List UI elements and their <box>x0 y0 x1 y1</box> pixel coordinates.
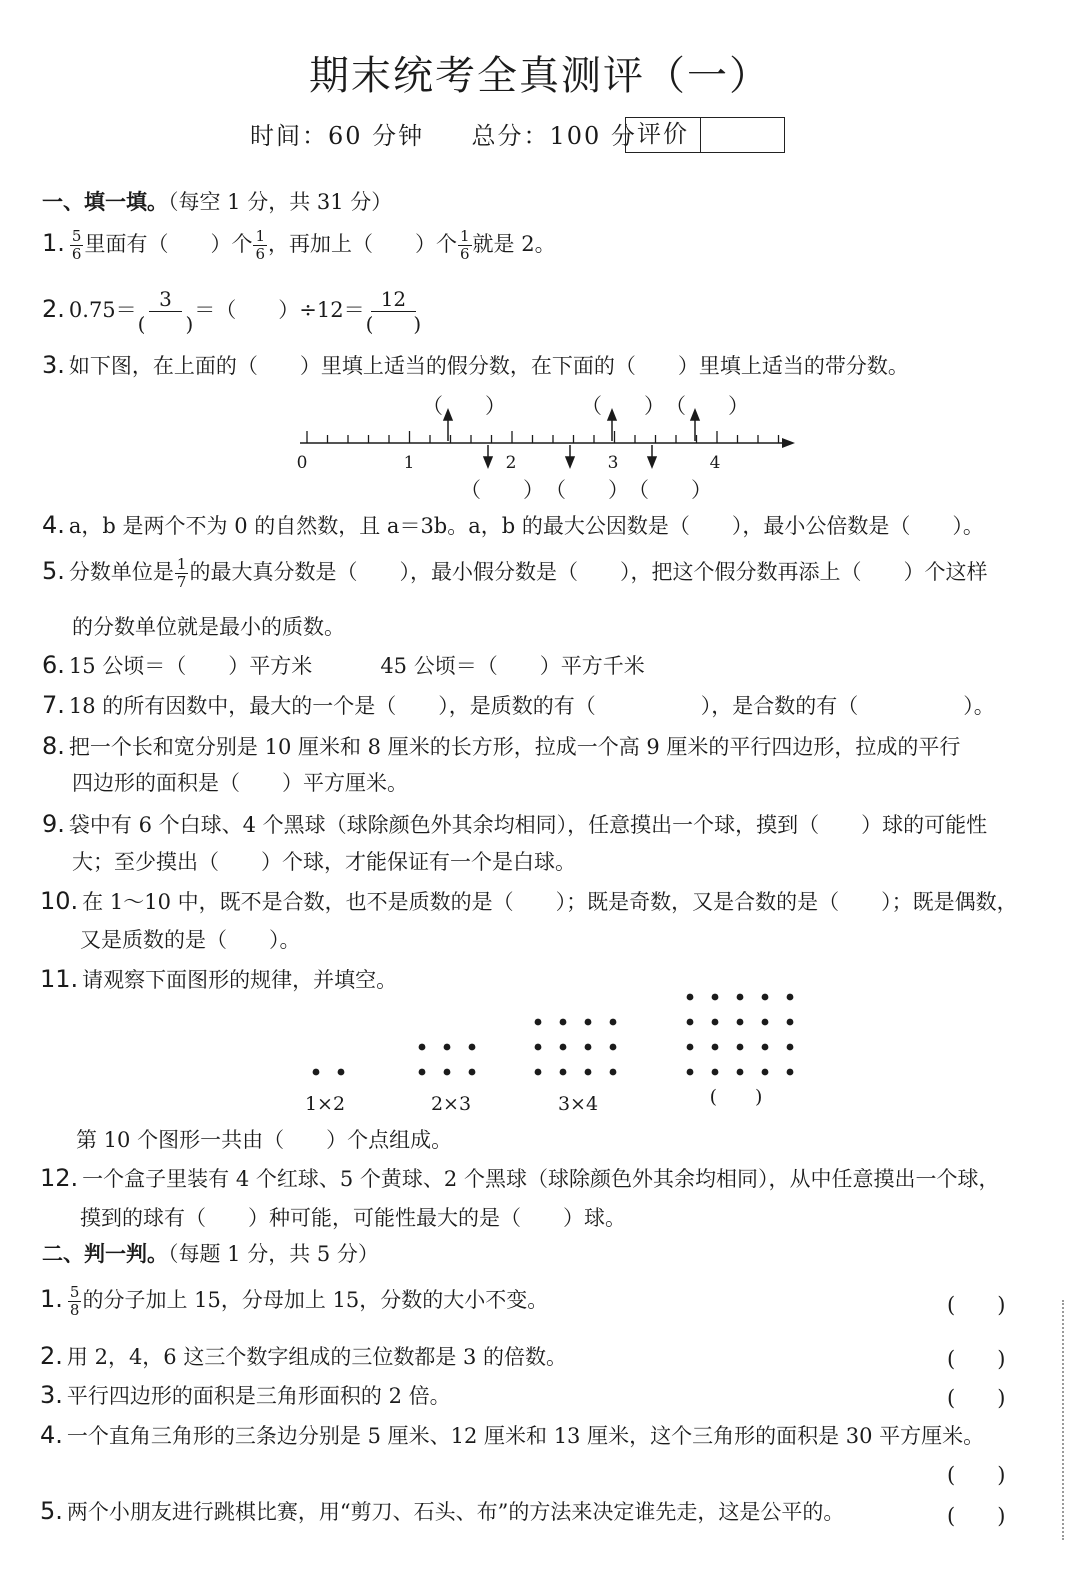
question-12-cont: 摸到的球有（ ）种可能，可能性最大的是（ ）球。 <box>80 1206 626 1230</box>
question-8: 8. 把一个长和宽分别是 10 厘米和 8 厘米的长方形，拉成一个高 9 厘米的平行四边形，拉成的平行 <box>42 732 961 760</box>
judge-answer-4[interactable]: ( ) <box>947 1463 1006 1487</box>
pattern-2-dot <box>469 1044 476 1051</box>
judge-2: 2. 用 2，4，6 这三个数字组成的三位数都是 3 的倍数。 <box>40 1342 568 1370</box>
question-11: 11. 请观察下面图形的规律，并填空。 <box>40 965 398 993</box>
upper-blank-2[interactable]: （ ） <box>581 394 665 418</box>
judge-answer-2[interactable]: ( ) <box>947 1347 1006 1371</box>
question-1: 1. $\frac{5}{6}$ 里面有（ ）个 $\frac{1}{6}$ ，再加上（ ）个 $\frac{1}{6}$ 就是 2。 <box>42 227 556 263</box>
lower-blank-2[interactable]: （ ） <box>545 478 629 502</box>
pattern-4-dot <box>737 994 744 1001</box>
pattern-4-dot <box>787 1044 794 1051</box>
pattern-2-dot <box>469 1069 476 1076</box>
question-8-cont: 四边形的面积是（ ）平方厘米。 <box>72 771 408 795</box>
pattern-3-dot <box>610 1069 617 1076</box>
judge-3: 3. 平行四边形的面积是三角形面积的 2 倍。 <box>40 1381 451 1409</box>
pattern-4-dot <box>762 1069 769 1076</box>
pattern-4-dot <box>787 994 794 1001</box>
pattern-4-dot <box>687 1044 694 1051</box>
question-4: 4. a，b 是两个不为 0 的自然数，且 a＝3b。a，b 的最大公因数是（ ），最小公倍数是（ ）。 <box>42 511 984 539</box>
pattern-label-3: 3×4 <box>557 1093 599 1115</box>
pattern-4-dot <box>712 1019 719 1026</box>
fraction-1-6-b: $\frac{1}{6}$ <box>460 227 470 263</box>
fraction-5-8: $\frac{5}{8}$ <box>69 1283 80 1319</box>
fraction-5-6: $\frac{5}{6}$ <box>71 227 82 263</box>
pattern-3-dot <box>535 1069 542 1076</box>
pattern-1-dot <box>338 1069 345 1076</box>
pattern-3-dot <box>585 1019 592 1026</box>
total-score: 总分：100 分 <box>471 122 637 150</box>
pattern-3-dot <box>560 1019 567 1026</box>
judge-5: 5. 两个小朋友进行跳棋比赛，用“剪刀、石头、布”的方法来决定谁先走，这是公平的。 <box>40 1497 845 1525</box>
judge-4: 4. 一个直角三角形的三条边分别是 5 厘米、12 厘米和 13 厘米，这个三角形的面积是 30 平方厘米。 <box>40 1421 985 1449</box>
down-arrow-3-head <box>648 457 656 467</box>
question-11-cont: 第 10 个图形一共由（ ）个点组成。 <box>76 1128 453 1152</box>
pattern-4-dot <box>787 1019 794 1026</box>
down-arrow-2-head <box>566 457 574 467</box>
upper-blank-1[interactable]: （ ） <box>422 394 506 418</box>
pattern-label-2: 2×3 <box>430 1093 472 1115</box>
question-7: 7. 18 的所有因数中，最大的一个是（ ），是质数的有（ ），是合数的有（ ）。 <box>42 691 995 719</box>
question-9-cont: 大；至少摸出（ ）个球，才能保证有一个是白球。 <box>72 850 576 874</box>
question-3: 3. 如下图，在上面的（ ）里填上适当的假分数，在下面的（ ）里填上适当的带分数。 <box>42 351 909 379</box>
pattern-4-dot <box>712 1044 719 1051</box>
question-10-cont: 又是质数的是（ ）。 <box>80 928 301 952</box>
fraction-1-7: $\frac{1}{7}$ <box>176 555 187 591</box>
pattern-label-4-blank: ( ) <box>709 1086 763 1108</box>
judge-answer-1[interactable]: ( ) <box>947 1293 1006 1317</box>
pattern-4-dot <box>687 994 694 1001</box>
section-judge-heading: 二、判一判。（每题 1 分，共 5 分） <box>42 1242 379 1266</box>
pattern-label-1: 1×2 <box>304 1093 346 1115</box>
question-6: 6. 15 公顷＝（ ）平方米 45 公顷＝（ ）平方千米 <box>42 651 645 679</box>
dot-patterns <box>290 990 820 1120</box>
rating-box[interactable] <box>625 117 785 153</box>
upper-blank-3[interactable]: （ ） <box>665 394 749 418</box>
pattern-3-dot <box>585 1069 592 1076</box>
pattern-4-dot <box>762 1044 769 1051</box>
rating-label: 评价 <box>626 118 701 152</box>
rating-blank[interactable] <box>701 118 784 152</box>
number-line-arrowhead <box>782 438 795 448</box>
pattern-3-dot <box>610 1044 617 1051</box>
pattern-4-dot <box>687 1019 694 1026</box>
question-12: 12. 一个盒子里装有 4 个红球、5 个黄球、2 个黑球（球除颜色外其余均相同），从中任意摸出一个球， <box>40 1164 1000 1192</box>
pattern-2-dot <box>419 1069 426 1076</box>
axis-label-1: 1 <box>403 453 415 473</box>
lower-blank-3[interactable]: （ ） <box>628 478 712 502</box>
pattern-3-dot <box>535 1044 542 1051</box>
down-arrow-1-head <box>484 457 492 467</box>
pattern-4-dot <box>712 994 719 1001</box>
pattern-2-dot <box>419 1044 426 1051</box>
pattern-3-dot <box>560 1044 567 1051</box>
axis-label-3: 3 <box>607 453 619 473</box>
axis-label-4: 4 <box>709 453 721 473</box>
axis-label-0: 0 <box>296 453 308 473</box>
question-5: 5. 分数单位是 $\frac{1}{7}$ 的最大真分数是（ ），最小假分数是（ ），把这个假分数再添上（ ）个这样 <box>42 555 988 591</box>
pattern-4-dot <box>787 1069 794 1076</box>
fraction-12-blank: $\frac{12}{( )}$ <box>365 287 422 336</box>
pattern-4-dot <box>712 1069 719 1076</box>
time-limit: 时间：60 分钟 <box>250 122 425 150</box>
dot-grid <box>313 994 794 1076</box>
question-5-cont: 的分数单位就是最小的质数。 <box>72 615 345 639</box>
axis-label-2: 2 <box>505 453 517 473</box>
judge-answer-5[interactable]: ( ) <box>947 1504 1006 1528</box>
pattern-2-dot <box>444 1044 451 1051</box>
lower-blank-1[interactable]: （ ） <box>460 478 544 502</box>
pattern-3-dot <box>560 1069 567 1076</box>
section-fill-heading: 一、填一填。（每空 1 分，共 31 分） <box>42 190 393 214</box>
fraction-1-6: $\frac{1}{6}$ <box>255 227 265 263</box>
fraction-3-blank: $\frac{3}{( )}$ <box>137 287 194 336</box>
judge-answer-3[interactable]: ( ) <box>947 1386 1006 1410</box>
exam-meta <box>250 116 637 151</box>
pattern-4-dot <box>762 994 769 1001</box>
pattern-3-dot <box>535 1019 542 1026</box>
pattern-4-dot <box>737 1069 744 1076</box>
pattern-4-dot <box>762 1019 769 1026</box>
question-10: 10. 在 1～10 中，既不是合数，也不是质数的是（ ）；既是奇数，又是合数的是（ ）；既是偶数， <box>40 887 1018 915</box>
pattern-4-dot <box>737 1044 744 1051</box>
judge-1: 1. $\frac{5}{8}$ 的分子加上 15，分母加上 15，分数的大小不变。 <box>40 1283 549 1319</box>
margin-dotted-rule <box>1062 1300 1064 1540</box>
pattern-4-dot <box>737 1019 744 1026</box>
pattern-2-dot <box>444 1069 451 1076</box>
pattern-1-dot <box>313 1069 320 1076</box>
pattern-3-dot <box>585 1044 592 1051</box>
question-2: 2. 0.75＝ $\frac{3}{( )}$ ＝（ ）÷12＝ $\frac{12}{( )}$ <box>42 287 422 336</box>
question-9: 9. 袋中有 6 个白球、4 个黑球（球除颜色外其余均相同），任意摸出一个球，摸到（ ）球的可能性 <box>42 810 988 838</box>
pattern-4-dot <box>687 1069 694 1076</box>
pattern-3-dot <box>610 1019 617 1026</box>
number-line-ticks <box>307 431 779 443</box>
page-title: 期末统考全真测评（一） <box>309 53 771 99</box>
